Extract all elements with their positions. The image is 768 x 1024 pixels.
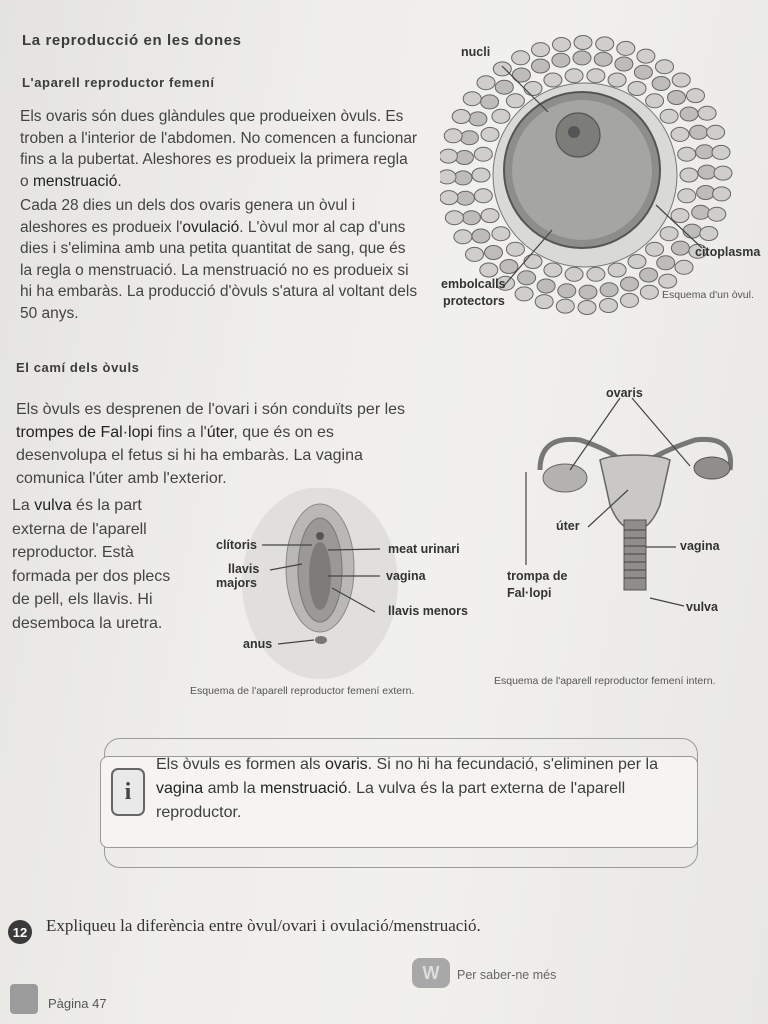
follicle-cell bbox=[617, 41, 635, 55]
section-title: La reproducció en les dones bbox=[22, 32, 242, 49]
follicle-cell bbox=[615, 57, 633, 71]
follicle-cell bbox=[481, 209, 499, 223]
follicle-cell bbox=[552, 53, 570, 67]
follicle-cell bbox=[493, 62, 511, 76]
follicle-cell bbox=[573, 51, 591, 65]
paragraph-vulva: La vulva és la part externa de l'aparell reproductor. Està formada per dos plecs de pell, els llavis. Hi desemboca la uretra. bbox=[12, 497, 171, 632]
follicle-cell bbox=[671, 209, 689, 223]
follicle-cell bbox=[515, 287, 533, 301]
follicle-cell bbox=[524, 82, 542, 96]
follicle-cell bbox=[587, 267, 605, 281]
label-cytoplasm: citoplasma bbox=[695, 245, 761, 259]
follicle-cell bbox=[660, 109, 678, 123]
follicle-cell bbox=[600, 299, 618, 313]
follicle-cell bbox=[672, 73, 690, 87]
label-protective-2: protectors bbox=[443, 294, 505, 308]
follicle-cell bbox=[578, 301, 596, 315]
follicle-cell bbox=[646, 94, 664, 108]
follicle-cell bbox=[628, 255, 646, 269]
follicle-cell bbox=[683, 224, 701, 238]
follicle-cell bbox=[660, 227, 678, 241]
follicle-cell bbox=[698, 106, 716, 120]
label-labia-majora-2: majors bbox=[216, 576, 257, 590]
page-number-label: Pàgina 47 bbox=[48, 996, 107, 1011]
follicle-cell bbox=[668, 91, 686, 105]
label-clitoris: clítoris bbox=[216, 538, 257, 552]
section-subtitle: L'aparell reproductor femení bbox=[22, 75, 215, 90]
follicle-cell bbox=[656, 60, 674, 74]
follicle-cell bbox=[440, 149, 457, 163]
follicle-cell bbox=[466, 247, 484, 261]
label-labia-majora-1: llavis bbox=[228, 562, 260, 576]
follicle-cell bbox=[481, 127, 499, 141]
follicle-cell bbox=[474, 147, 492, 161]
paragraph-ovaries: Els ovaris són dues glàndules que produeixen òvuls. Es troben a l'interior de l'abdomen. No comencen a funcionar fins a la pubertat. Aleshores es produeix la primera regla o menstruació. bbox=[20, 108, 418, 190]
follicle-cell bbox=[495, 80, 513, 94]
paragraph-fallopian: Els òvuls es desprenen de l'ovari i són conduïts per les trompes de Fal·lopi fins a l'úter, que és on es desenvolupa el fetus si hi ha embaràs. La vagina comunica l'úter amb l'exterior. bbox=[16, 401, 406, 487]
activity-question: Expliqueu la diferència entre òvul/ovari i ovulació/menstruació. bbox=[46, 916, 481, 935]
follicle-cell bbox=[565, 267, 583, 281]
follicle-cell bbox=[646, 242, 664, 256]
follicle-cell bbox=[460, 131, 478, 145]
follicle-cell bbox=[544, 263, 562, 277]
follicle-cell bbox=[480, 263, 498, 277]
follicle-cell bbox=[532, 43, 550, 57]
follicle-cell bbox=[680, 107, 698, 121]
follicle-cell bbox=[671, 241, 689, 255]
follicle-cell bbox=[565, 69, 583, 83]
follicle-cell bbox=[680, 168, 698, 182]
label-urinary-meatus: meat urinari bbox=[388, 542, 460, 556]
follicle-cell bbox=[671, 127, 689, 141]
follicle-cell bbox=[675, 260, 693, 274]
follicle-cell bbox=[594, 52, 612, 66]
label-fallopian-1: trompa de bbox=[507, 569, 568, 583]
follicle-cell bbox=[492, 227, 510, 241]
follicle-cell bbox=[657, 256, 675, 270]
follicle-cell bbox=[637, 49, 655, 63]
follicle-cell bbox=[456, 191, 474, 205]
follicle-cell bbox=[524, 255, 542, 269]
more-info-icon[interactable]: W bbox=[412, 958, 450, 988]
follicle-cell bbox=[492, 109, 510, 123]
info-icon: i bbox=[111, 768, 145, 816]
label-protective-1: embolcalls bbox=[441, 277, 506, 291]
more-info-link[interactable]: Per saber-ne més bbox=[457, 968, 557, 982]
follicle-cell bbox=[697, 186, 715, 200]
follicle-cell bbox=[687, 89, 705, 103]
label-fallopian-2: Fal·lopi bbox=[507, 586, 552, 600]
follicle-cell bbox=[659, 274, 677, 288]
paragraph-ovulation: Cada 28 dies un dels dos ovaris genera un òvul i aleshores es produeix l'ovulació. L'òvul mor al cap d'uns dies i s'elimina amb una petita quantitat de sang, que és la regla o menstruació. La menstruació no es produeix si hi ha embaràs. La producció d'òvuls s'atura al voltant dels 50 anys. bbox=[20, 197, 418, 322]
follicle-cell bbox=[558, 284, 576, 298]
follicle-cell bbox=[500, 260, 518, 274]
label-vagina-external: vagina bbox=[386, 569, 426, 583]
follicle-cell bbox=[556, 299, 574, 313]
follicle-cell bbox=[506, 242, 524, 256]
caption-external: Esquema de l'aparell reproductor femení extern. bbox=[190, 685, 415, 697]
follicle-cell bbox=[512, 51, 530, 65]
label-ovaries: ovaris bbox=[606, 386, 643, 400]
activity-number: 12 bbox=[8, 920, 32, 944]
follicle-cell bbox=[506, 94, 524, 108]
ovum-diagram bbox=[440, 20, 760, 320]
follicle-cell bbox=[477, 76, 495, 90]
follicle-cell bbox=[690, 125, 708, 139]
follicle-cell bbox=[621, 277, 639, 291]
follicle-cell bbox=[714, 166, 732, 180]
path-section-title: El camí dels òvuls bbox=[16, 360, 140, 375]
follicle-cell bbox=[537, 279, 555, 293]
label-nucleus: nucli bbox=[461, 45, 491, 59]
follicle-cell bbox=[628, 82, 646, 96]
follicle-cell bbox=[463, 92, 481, 106]
follicle-cell bbox=[472, 168, 490, 182]
label-uterus: úter bbox=[556, 519, 580, 533]
label-anus: anus bbox=[243, 637, 273, 651]
follicle-cell bbox=[579, 285, 597, 299]
follicle-cell bbox=[634, 65, 652, 79]
caption-ovum: Esquema d'un òvul. bbox=[662, 289, 754, 301]
follicle-cell bbox=[454, 230, 472, 244]
follicle-cell bbox=[713, 187, 731, 201]
follicle-cell bbox=[532, 59, 550, 73]
follicle-cell bbox=[481, 95, 499, 109]
follicle-cell bbox=[462, 211, 480, 225]
label-vulva: vulva bbox=[686, 600, 718, 614]
follicle-cell bbox=[455, 151, 473, 165]
follicle-cell bbox=[707, 125, 725, 139]
follicle-cell bbox=[678, 189, 696, 203]
follicle-cell bbox=[553, 38, 571, 52]
follicle-cell bbox=[640, 268, 658, 282]
follicle-cell bbox=[596, 37, 614, 51]
page-badge-icon bbox=[10, 984, 38, 1014]
follicle-cell bbox=[574, 36, 592, 50]
follicle-cell bbox=[696, 145, 714, 159]
follicle-cell bbox=[454, 171, 472, 185]
label-vagina-internal: vagina bbox=[680, 539, 720, 553]
follicle-cell bbox=[469, 112, 487, 126]
internal-organs-diagram bbox=[500, 380, 760, 670]
follicle-cell bbox=[640, 285, 658, 299]
follicle-cell bbox=[587, 69, 605, 83]
follicle-cell bbox=[678, 147, 696, 161]
follicle-cell bbox=[544, 73, 562, 87]
follicle-cell bbox=[474, 189, 492, 203]
follicle-cell bbox=[444, 129, 462, 143]
follicle-cell bbox=[535, 295, 553, 309]
follicle-cell bbox=[708, 207, 726, 221]
follicle-cell bbox=[698, 165, 716, 179]
info-box-text: Els òvuls es formen als ovaris. Si no hi ha fecundació, s'eliminen per la vagina amb la menstruació. La vulva és la part externa de l'aparell reproductor. bbox=[156, 756, 658, 821]
follicle-cell bbox=[692, 205, 710, 219]
follicle-cell bbox=[600, 283, 618, 297]
follicle-cell bbox=[621, 293, 639, 307]
caption-internal: Esquema de l'aparell reproductor femení intern. bbox=[494, 675, 716, 687]
follicle-cell bbox=[472, 229, 490, 243]
follicle-cell bbox=[440, 170, 456, 184]
follicle-cell bbox=[440, 191, 458, 205]
follicle-cell bbox=[608, 73, 626, 87]
follicle-cell bbox=[518, 271, 536, 285]
follicle-cell bbox=[485, 246, 503, 260]
follicle-cell bbox=[700, 227, 718, 241]
follicle-cell bbox=[652, 77, 670, 91]
follicle-cell bbox=[712, 145, 730, 159]
follicle-cell bbox=[445, 211, 463, 225]
follicle-cell bbox=[452, 110, 470, 124]
follicle-cell bbox=[608, 263, 626, 277]
label-labia-minora: llavis menors bbox=[388, 604, 468, 618]
